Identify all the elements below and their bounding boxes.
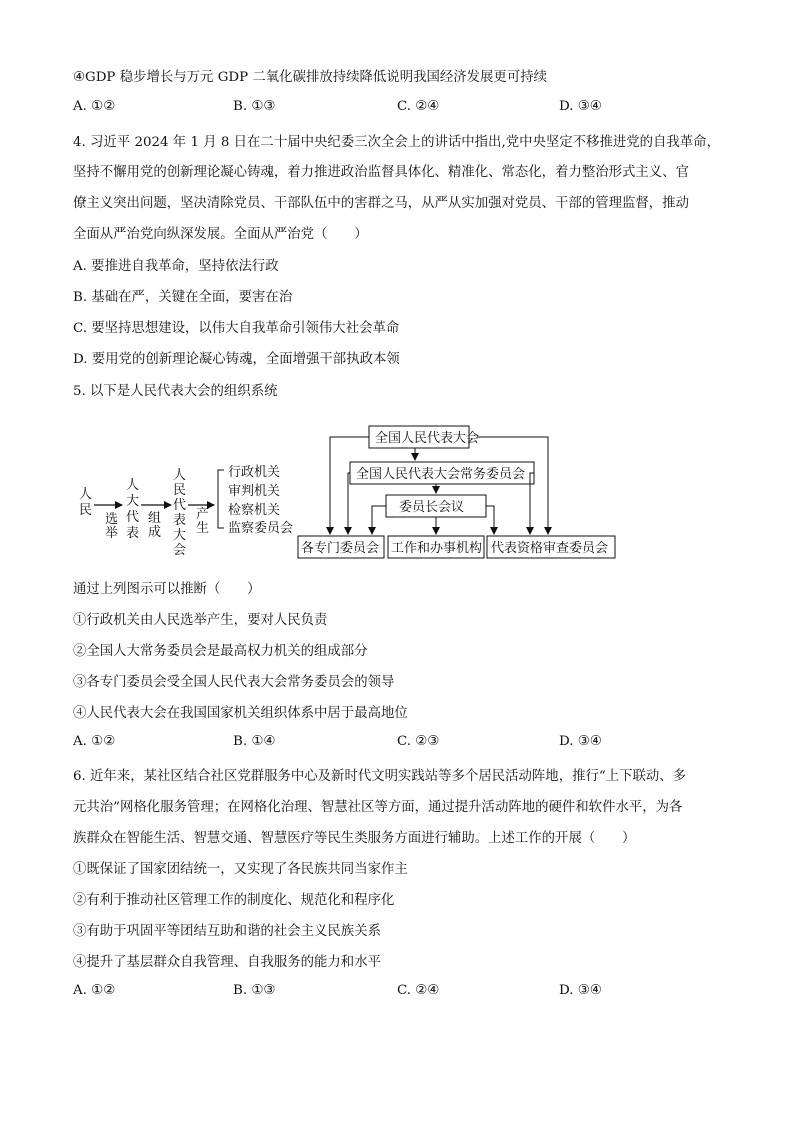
q6-option-c: C. ②④: [397, 983, 440, 998]
q6-item-2: ②有利于推动社区管理工作的制度化、规范化和程序化: [73, 893, 395, 908]
council-to-special-arrow: [372, 506, 386, 534]
council-to-credentials-arrow: [486, 506, 494, 534]
congress-v-char: 会: [173, 543, 187, 558]
q6-stem-line-3: 族群众在智能生活、智慧交通、智慧医疗等民生类服务方面进行辅助。上述工作的开展（ ）: [73, 831, 636, 846]
q6-options: [73, 983, 733, 1003]
q5-options: [73, 734, 733, 754]
organs-bracket: [218, 470, 224, 528]
national-congress-label: 全国人民代表大会: [375, 431, 480, 446]
deputies-v-char: 表: [126, 526, 140, 541]
people-label-2: 民: [79, 503, 93, 518]
deputies-v-char: 大: [126, 494, 140, 509]
q5-option-d: D. ③④: [559, 734, 602, 749]
congress-to-special-arrow: [330, 437, 369, 534]
people-label-1: 人: [79, 487, 93, 502]
q5-item-3: ③各专门委员会受全国人民代表大会常务委员会的领导: [73, 675, 395, 690]
q5-item-2: ②全国人大常务委员会是最高权力机关的组成部分: [73, 644, 368, 659]
form-v-char: 成: [148, 525, 162, 540]
congress-v-char: 表: [173, 513, 187, 528]
q5-option-c: C. ②③: [397, 734, 440, 749]
q3-option-a: A. ①②: [73, 99, 116, 114]
q6-item-3: ③有助于巩固平等团结互助和谐的社会主义民族关系: [73, 924, 381, 939]
chairmen-council-label: 委员长会议: [399, 500, 465, 515]
produce-label: [196, 506, 209, 536]
q3-item-4: ④GDP 稳步增长与万元 GDP 二氧化碳排放持续降低说明我国经济发展更可持续: [73, 70, 547, 85]
organ-judicial: 审判机关: [228, 484, 281, 499]
organ-supervisory: 监察委员会: [228, 521, 294, 536]
organ-procuratorial: 检察机关: [228, 503, 281, 518]
q5-option-b: B. ①④: [233, 734, 276, 749]
q3-option-b: B. ①③: [233, 99, 276, 114]
congress-v-char: 代: [173, 498, 187, 513]
congress-v-char: 大: [173, 528, 187, 543]
q4-option-a: A. 要推进自我革命，坚持依法行政: [73, 259, 279, 274]
q6-option-d: D. ③④: [559, 983, 602, 998]
q4-stem-line-4: 全面从严治党向纵深发展。全面从严治党（ ）: [73, 227, 368, 242]
q6-stem-line-2: 元共治”网格化服务管理；在网格化治理、智慧社区等方面，通过提升活动阵地的硬件和软件水平，为各: [73, 800, 683, 815]
form-label: [148, 511, 161, 540]
congress-to-credentials-arrow: [477, 437, 548, 534]
produce-v-char: 生: [196, 521, 210, 536]
q5-item-4: ④人民代表大会在我国国家机关组织体系中居于最高地位: [73, 706, 408, 721]
q6-item-1: ①既保证了国家团结统一，又实现了各民族共同当家作主: [73, 862, 408, 877]
q3-option-c: C. ②④: [397, 99, 440, 114]
q5-question: 通过上列图示可以推断（ ）: [73, 582, 261, 597]
q5-option-a: A. ①②: [73, 734, 116, 749]
q5-item-1: ①行政机关由人民选举产生，要对人民负责: [73, 613, 328, 628]
deputies-v-char: 代: [126, 510, 140, 525]
q4-option-c: C. 要坚持思想建设，以伟大自我革命引领伟大社会革命: [73, 321, 400, 336]
q4-option-b: B. 基础在严，关键在全面，要害在治: [73, 290, 293, 305]
elect-label: [105, 511, 118, 541]
congress-v-char: 人: [173, 468, 187, 483]
q6-stem-line-1: 6. 近年来，某社区结合社区党群服务中心及新时代文明实践站等多个居民活动阵地，推行“上下联动、多: [73, 769, 687, 784]
q4-option-d: D. 要用党的创新理论凝心铸魂，全面增强干部执政本领: [73, 352, 400, 367]
elect-v-char: 选: [105, 512, 119, 527]
special-committees-label: 各专门委员会: [301, 541, 380, 556]
q3-option-d: D. ③④: [559, 99, 602, 114]
produce-v-char: 产: [196, 507, 210, 522]
standing-committee-label: 全国人民代表大会常务委员会: [356, 467, 526, 482]
working-bodies-label: 工作和办事机构: [391, 541, 483, 556]
credentials-committee-label: 代表资格审查委员会: [491, 541, 609, 556]
deputies-v-char: 人: [126, 478, 140, 493]
form-v-char: 组: [148, 511, 162, 526]
organ-administrative: 行政机关: [228, 465, 281, 480]
q4-stem-line-2: 坚持不懈用党的创新理论凝心铸魂，着力推进政治监督具体化、精准化、常态化，着力整治形式主义、官: [73, 165, 689, 180]
npc-deputies-label: [126, 478, 139, 541]
elect-v-char: 举: [105, 526, 119, 541]
q6-option-b: B. ①③: [233, 983, 276, 998]
q4-stem-line-1: 4. 习近平 2024 年 1 月 8 日在二十届中央纪委三次全会上的讲话中指出,党中央坚定不移推进党的自我革命，: [73, 135, 720, 150]
people-congress-label: [173, 468, 186, 558]
congress-v-char: 民: [173, 483, 187, 498]
q6-item-4: ④提升了基层群众自我管理、自我服务的能力和水平: [73, 955, 381, 970]
q4-stem-line-3: 僚主义突出问题，坚决清除党员、干部队伍中的害群之马，从严从实加强对党员、干部的管理监督，推动: [73, 196, 689, 211]
q6-option-a: A. ①②: [73, 983, 116, 998]
q5-stem: 5. 以下是人民代表大会的组织系统: [73, 384, 278, 399]
